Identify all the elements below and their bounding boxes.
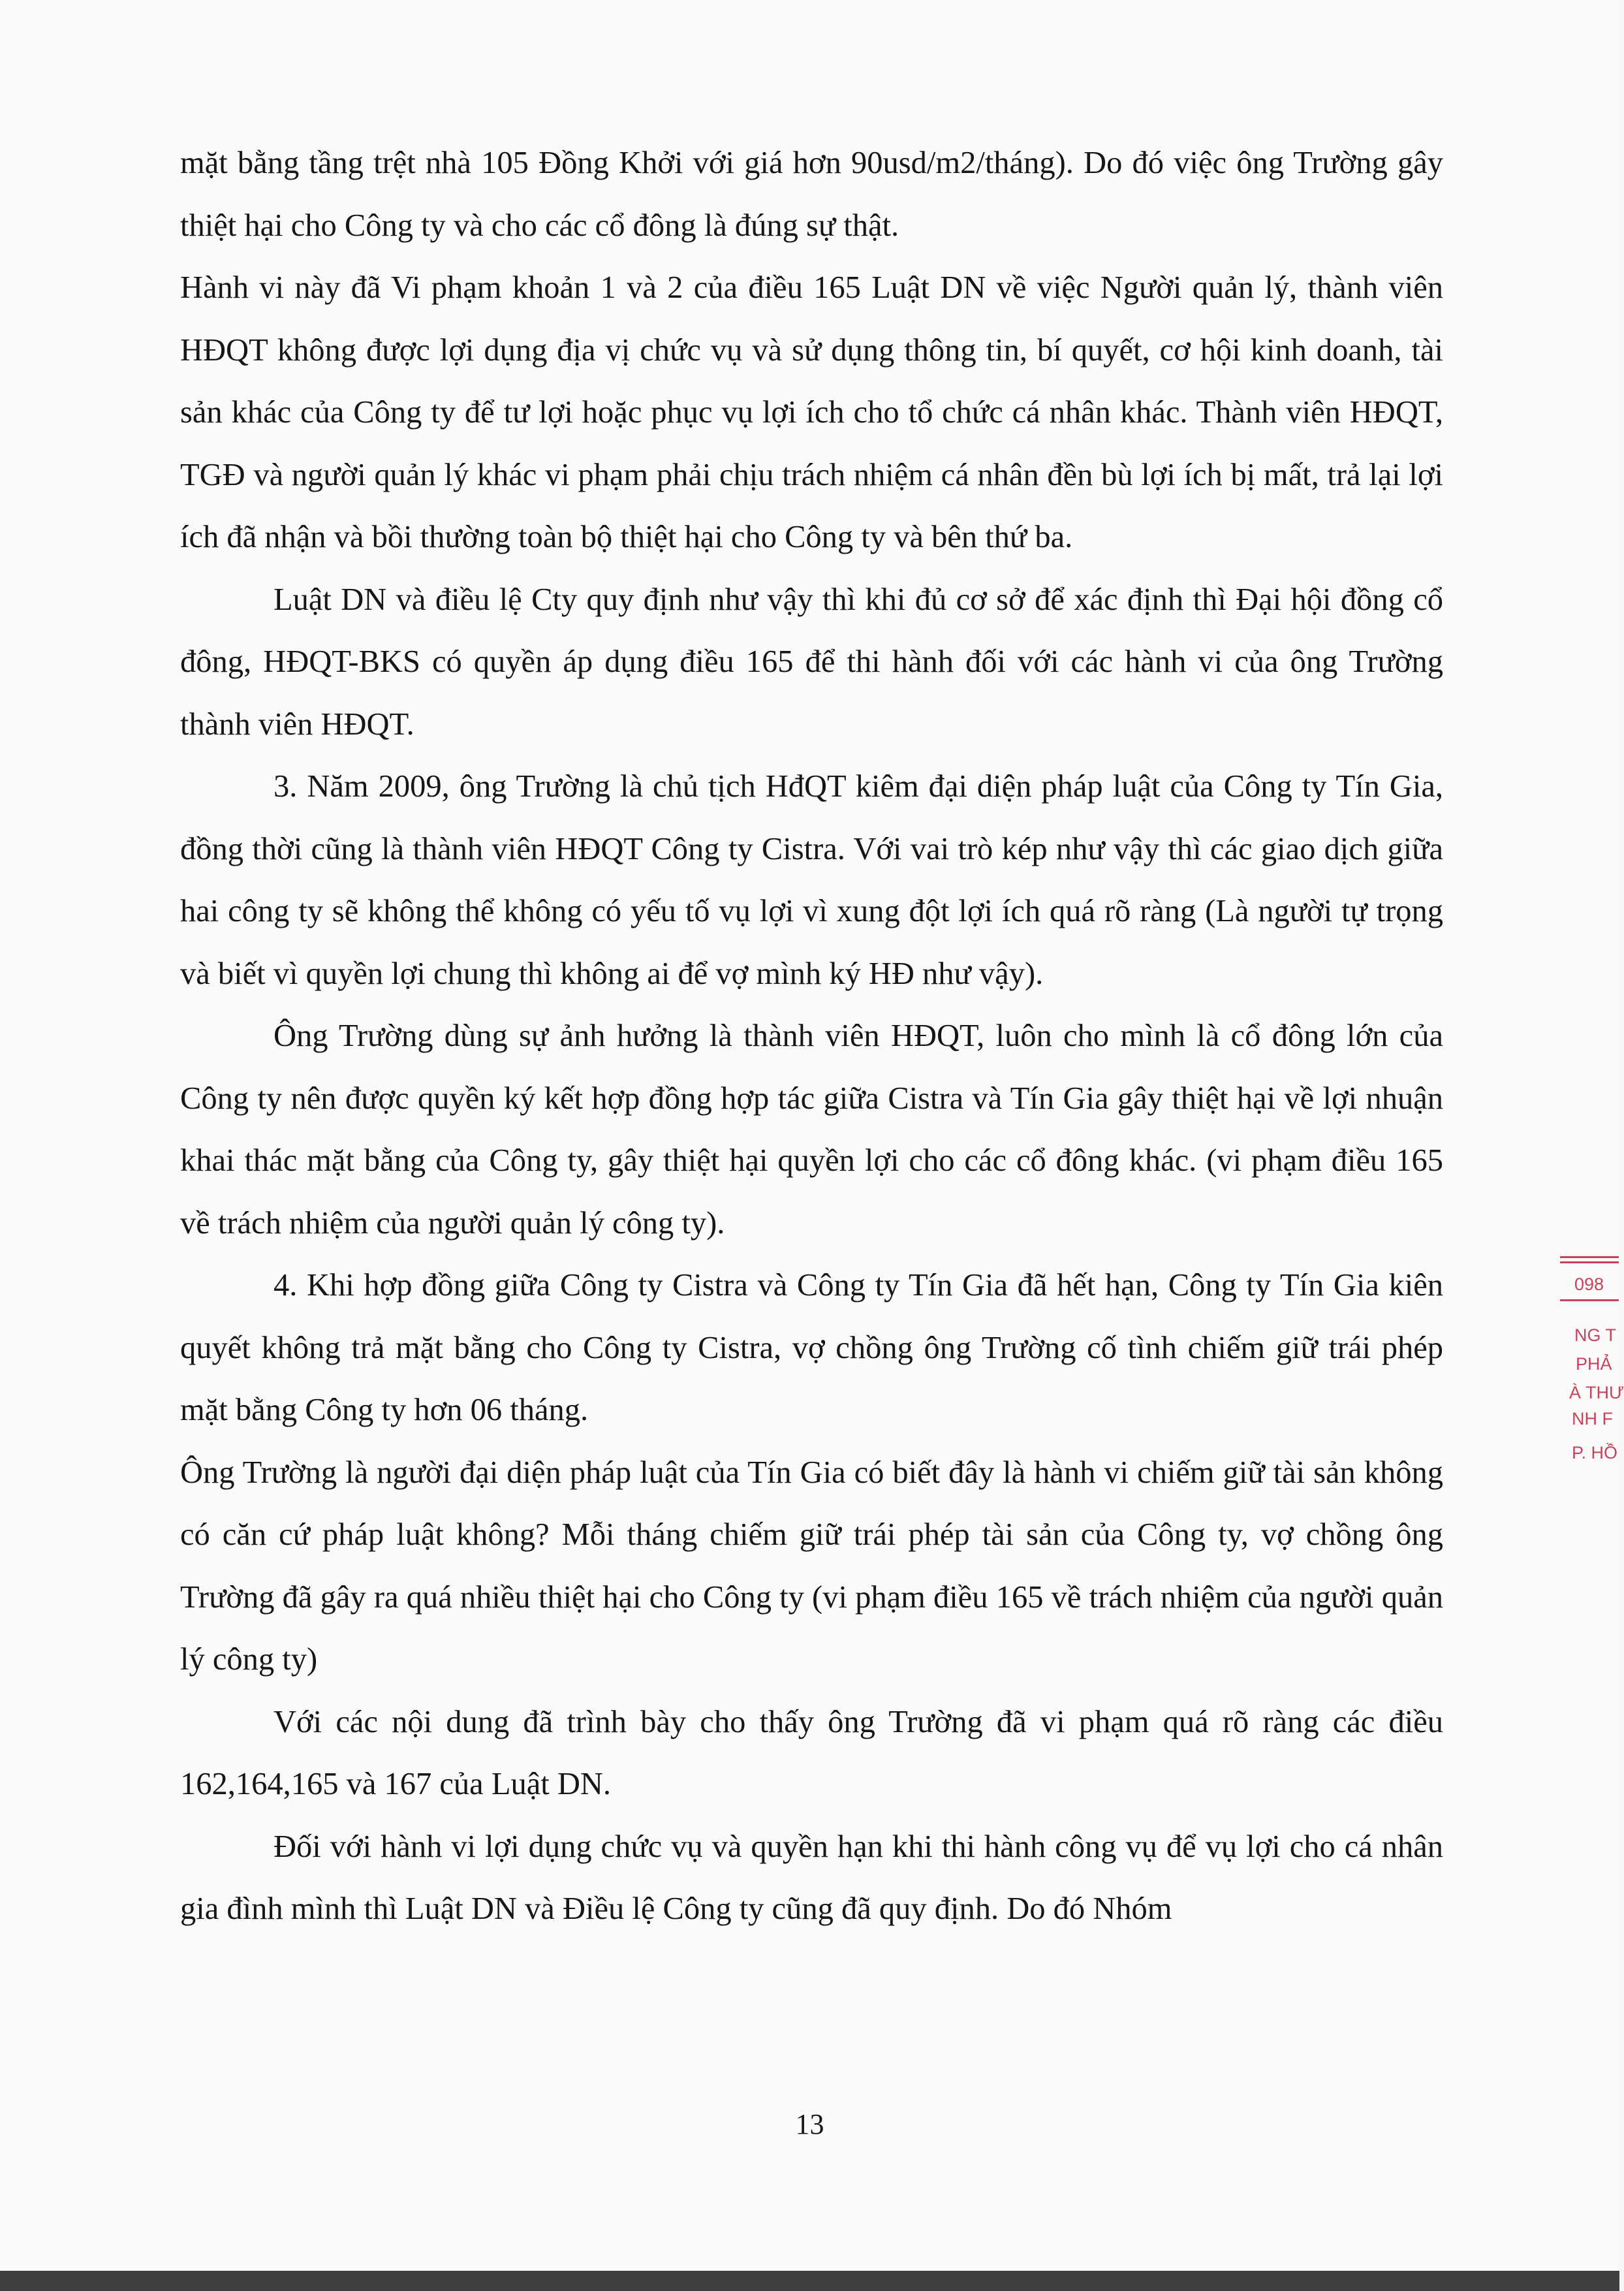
paragraph-7: Ông Trường là người đại diện pháp luật của Tín Gia có biết đây là hành vi chiếm giữ tài sản không có căn cứ pháp luật không? Mỗi tháng chiếm giữ trái phép tài sản của Công ty, vợ chồng ông Trường đã gây ra quá nhiều thiệt hại cho Công ty (vi phạm điều 165 về trách nhiệm của người quản lý công ty)	[180, 1455, 1443, 1677]
paragraph-1: mặt bằng tầng trệt nhà 105 Đồng Khởi với giá hơn 90usd/m2/tháng). Do đó việc ông Trường gây thiệt hại cho Công ty và cho các cổ đông là đúng sự thật.	[180, 146, 1443, 243]
stamp-line: P. HỒ	[1572, 1443, 1618, 1462]
red-seal-stamp	[1557, 1248, 1624, 1462]
stamp-line: PHẢ	[1576, 1354, 1612, 1374]
paragraph-2: Hành vi này đã Vi phạm khoản 1 và 2 của điều 165 Luật DN về việc Người quản lý, thành viên HĐQT không được lợi dụng địa vị chức vụ và sử dụng thông tin, bí quyết, cơ hội kinh doanh, tài sản khác của Công ty để tư lợi hoặc phục vụ lợi ích cho tổ chức cá nhân khác. Thành viên HĐQT, TGĐ và người quản lý khác vi phạm phải chịu trách nhiệm cá nhân đền bù lợi ích bị mất, trả lại lợi ích đã nhận và bồi thường toàn bộ thiệt hại cho Công ty và bên thứ ba.	[180, 270, 1443, 554]
stamp-line: NG T	[1574, 1325, 1617, 1345]
paragraph-9: Đối với hành vi lợi dụng chức vụ và quyền hạn khi thi hành công vụ để vụ lợi cho cá nhân gia đình mình thì Luật DN và Điều lệ Công ty cũng đã quy định. Do đó Nhóm	[180, 1829, 1443, 1926]
stamp-line: À THƯ	[1569, 1383, 1624, 1402]
paragraph-6: 4. Khi hợp đồng giữa Công ty Cistra và Công ty Tín Gia đã hết hạn, Công ty Tín Gia kiên quyết không trả mặt bằng cho Công ty Cistra, vợ chồng ông Trường cố tình chiếm giữ trái phép mặt bằng Công ty hơn 06 tháng.	[180, 1268, 1443, 1427]
body-text	[180, 132, 1443, 1940]
paragraph-3: Luật DN và điều lệ Cty quy định như vậy thì khi đủ cơ sở để xác định thì Đại hội đồng cổ đông, HĐQT-BKS có quyền áp dụng điều 165 để thi hành đối với các hành vi của ông Trường thành viên HĐQT.	[180, 582, 1443, 742]
stamp-line: NH F	[1572, 1409, 1613, 1429]
stamp-line: 098	[1574, 1274, 1604, 1294]
paragraph-5: Ông Trường dùng sự ảnh hưởng là thành viên HĐQT, luôn cho mình là cổ đông lớn của Công ty nên được quyền ký kết hợp đồng hợp tác giữa Cistra và Tín Gia gây thiệt hại về lợi nhuận khai thác mặt bằng của Công ty, gây thiệt hại quyền lợi cho các cổ đông khác. (vi phạm điều 165 về trách nhiệm của người quản lý công ty).	[180, 1019, 1443, 1240]
paragraph-8: Với các nội dung đã trình bày cho thấy ông Trường đã vi phạm quá rõ ràng các điều 162,164,165 và 167 của Luật DN.	[180, 1704, 1443, 1801]
scan-edge-bar	[0, 2271, 1619, 2291]
paragraph-4: 3. Năm 2009, ông Trường là chủ tịch HđQT kiêm đại diện pháp luật của Công ty Tín Gia, đồng thời cũng là thành viên HĐQT Công ty Cistra. Với vai trò kép như vậy thì các giao dịch giữa hai công ty sẽ không thể không có yếu tố vụ lợi vì xung đột lợi ích quá rõ ràng (Là người tự trọng và biết vì quyền lợi chung thì không ai để vợ mình ký HĐ như vậy).	[180, 769, 1443, 991]
page-number: 13	[795, 2108, 824, 2140]
